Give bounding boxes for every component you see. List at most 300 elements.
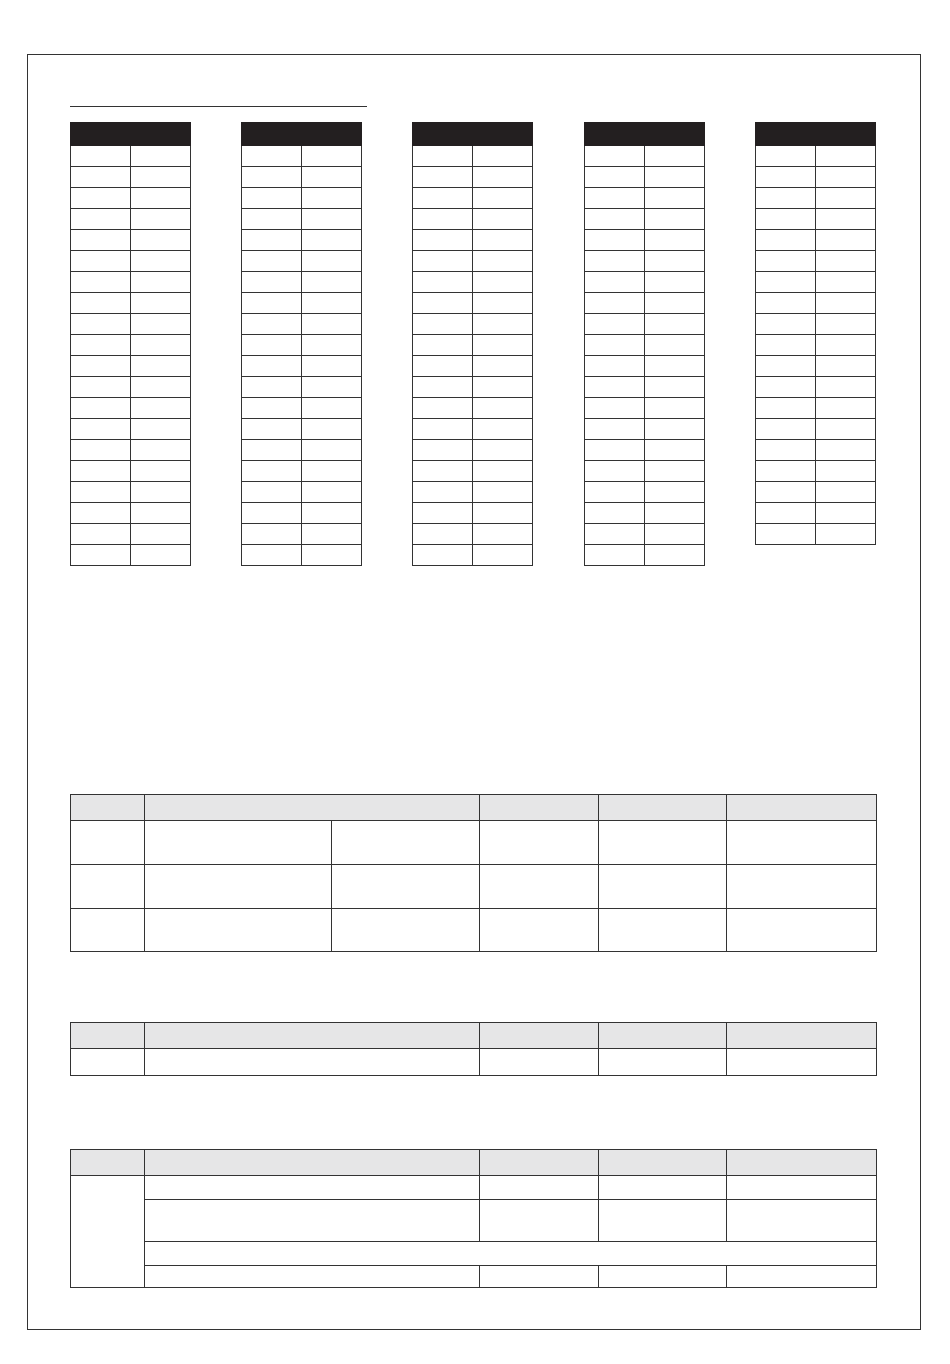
table-row [756, 314, 876, 335]
table-row [71, 503, 191, 524]
table-cell [473, 419, 533, 440]
table-cell [71, 146, 131, 167]
table-cell [816, 251, 876, 272]
table-row [71, 377, 191, 398]
table-row [71, 335, 191, 356]
table-cell [816, 167, 876, 188]
table-row [242, 524, 362, 545]
column-table-4 [584, 122, 705, 566]
table-cell [302, 524, 362, 545]
table-cell [71, 461, 131, 482]
table-cell [816, 524, 876, 545]
table-cell [816, 188, 876, 209]
table-cell [413, 335, 473, 356]
table-cell [71, 377, 131, 398]
table-cell [131, 167, 191, 188]
table-row [242, 398, 362, 419]
table-row [585, 440, 705, 461]
table-cell [645, 398, 705, 419]
table-cell [599, 865, 727, 909]
column-table-5 [755, 122, 876, 545]
table-row [71, 1266, 877, 1288]
table-cell [756, 293, 816, 314]
table-row [71, 230, 191, 251]
table-row [242, 356, 362, 377]
table-header-cell [71, 1150, 145, 1176]
table-row [242, 230, 362, 251]
table-row [71, 865, 877, 909]
column-table-2 [241, 122, 362, 566]
table-cell [242, 314, 302, 335]
table-header-cell [145, 1150, 480, 1176]
table-cell [585, 503, 645, 524]
table-cell [756, 167, 816, 188]
title-underline [70, 106, 367, 107]
column-table-body [756, 146, 876, 545]
table-cell [585, 188, 645, 209]
table-cell [599, 1266, 727, 1288]
table-cell [145, 909, 332, 952]
table-cell [756, 209, 816, 230]
table-cell [302, 146, 362, 167]
table-cell [816, 335, 876, 356]
table-cell [242, 461, 302, 482]
table-cell [480, 1200, 599, 1242]
table-cell [71, 524, 131, 545]
table-row [71, 909, 877, 952]
table-cell [756, 524, 816, 545]
table-cell [599, 1049, 727, 1076]
table-row [756, 335, 876, 356]
table-cell [71, 865, 145, 909]
column-table-heading [756, 123, 876, 146]
table-row [756, 188, 876, 209]
table-cell [131, 461, 191, 482]
table-cell [413, 419, 473, 440]
table-cell [585, 419, 645, 440]
table-cell [756, 440, 816, 461]
table-cell [131, 356, 191, 377]
table-cell [131, 398, 191, 419]
table-cell [302, 356, 362, 377]
table-cell [645, 440, 705, 461]
table-cell [585, 440, 645, 461]
table-row [756, 419, 876, 440]
table-cell [242, 419, 302, 440]
table-row [413, 272, 533, 293]
table-cell [131, 272, 191, 293]
table-cell [131, 545, 191, 566]
table-cell [413, 377, 473, 398]
table-cell [413, 251, 473, 272]
table-cell [302, 335, 362, 356]
table-cell [645, 230, 705, 251]
table-cell [645, 167, 705, 188]
table-row [413, 251, 533, 272]
summary-table-3 [70, 1149, 877, 1288]
table-row [71, 209, 191, 230]
table-cell [413, 440, 473, 461]
table-row [413, 524, 533, 545]
table-cell [756, 314, 816, 335]
table-header-cell [145, 1023, 480, 1049]
table-row [585, 377, 705, 398]
table-header-cell [599, 795, 727, 821]
table-cell [242, 440, 302, 461]
table-row [71, 167, 191, 188]
table-cell [413, 356, 473, 377]
table-cell [242, 188, 302, 209]
table-header-cell [480, 795, 599, 821]
table-cell [645, 272, 705, 293]
table-cell [816, 398, 876, 419]
table-cell [145, 1200, 480, 1242]
table-row [585, 251, 705, 272]
table-row [71, 1049, 877, 1076]
table-cell [71, 821, 145, 865]
table-cell [756, 461, 816, 482]
table-cell [131, 482, 191, 503]
table-cell [302, 377, 362, 398]
table-row [242, 461, 362, 482]
table-cell [473, 293, 533, 314]
table-cell [332, 865, 480, 909]
column-table-heading [242, 123, 362, 146]
table-row [242, 335, 362, 356]
summary-table-1 [70, 794, 877, 952]
table-row [413, 482, 533, 503]
table-cell [645, 545, 705, 566]
table-row [756, 230, 876, 251]
table-row [71, 398, 191, 419]
table-cell [131, 293, 191, 314]
table-row [242, 209, 362, 230]
table-cell [585, 398, 645, 419]
table-cell [756, 146, 816, 167]
table-row [242, 293, 362, 314]
table-row [71, 524, 191, 545]
table-cell [480, 821, 599, 865]
table-row [413, 293, 533, 314]
table-cell [645, 356, 705, 377]
table-cell [413, 482, 473, 503]
table-cell [413, 545, 473, 566]
table-row [585, 545, 705, 566]
table-cell [585, 230, 645, 251]
column-table-body [413, 146, 533, 566]
table-cell [71, 545, 131, 566]
table-row [242, 503, 362, 524]
table-cell [302, 209, 362, 230]
table-cell [480, 909, 599, 952]
table-cell [585, 167, 645, 188]
table-cell [131, 440, 191, 461]
table-cell [756, 398, 816, 419]
table-cell [585, 545, 645, 566]
table-cell [145, 1049, 480, 1076]
table-cell [599, 821, 727, 865]
table-cell [242, 377, 302, 398]
table-cell [413, 293, 473, 314]
table-cell [756, 335, 816, 356]
table-cell [302, 461, 362, 482]
table-cell [585, 251, 645, 272]
table-cell [242, 482, 302, 503]
table-row [71, 293, 191, 314]
table-cell [302, 251, 362, 272]
table-cell [816, 461, 876, 482]
table-cell [585, 377, 645, 398]
table-cell [332, 909, 480, 952]
table-row [71, 440, 191, 461]
table-cell [473, 272, 533, 293]
table-row [71, 272, 191, 293]
column-table-body [242, 146, 362, 566]
table-cell [816, 230, 876, 251]
table-header-cell [145, 795, 480, 821]
table-row [756, 167, 876, 188]
table-row [413, 314, 533, 335]
table-cell [145, 1176, 480, 1200]
table-cell [145, 821, 332, 865]
table-cell [242, 167, 302, 188]
table-cell [473, 461, 533, 482]
table-row [242, 146, 362, 167]
table-cell [71, 272, 131, 293]
table-cell [756, 419, 816, 440]
table-cell [413, 146, 473, 167]
table-row [585, 356, 705, 377]
table-cell [302, 503, 362, 524]
table-cell [242, 545, 302, 566]
table-row [71, 1200, 877, 1242]
table-row [585, 272, 705, 293]
table-cell [585, 314, 645, 335]
table-cell [242, 230, 302, 251]
table-cell [645, 209, 705, 230]
table-row [585, 146, 705, 167]
table-cell [302, 167, 362, 188]
table-cell [302, 188, 362, 209]
table-cell [816, 503, 876, 524]
table-cell [473, 398, 533, 419]
summary-table-2 [70, 1022, 877, 1076]
table-row [585, 314, 705, 335]
table-row [413, 545, 533, 566]
table-cell [645, 293, 705, 314]
table-cell [473, 377, 533, 398]
column-table-heading [585, 123, 705, 146]
table-cell [585, 209, 645, 230]
table-cell [302, 230, 362, 251]
table-cell [131, 419, 191, 440]
table-cell [585, 356, 645, 377]
column-table-body [585, 146, 705, 566]
table-row [413, 167, 533, 188]
table-cell [645, 251, 705, 272]
table-row [413, 377, 533, 398]
table-cell [473, 440, 533, 461]
table-row [71, 1176, 877, 1200]
table-cell [816, 356, 876, 377]
table-row [413, 146, 533, 167]
table-row [242, 188, 362, 209]
table-cell [71, 440, 131, 461]
table-row [756, 146, 876, 167]
table-cell [727, 1176, 877, 1200]
table-cell [413, 314, 473, 335]
table-row [756, 293, 876, 314]
table-row [413, 209, 533, 230]
table-row [756, 209, 876, 230]
table-cell [131, 377, 191, 398]
table-cell [71, 251, 131, 272]
table-cell [473, 167, 533, 188]
table-header-cell [727, 1150, 877, 1176]
table-cell [473, 188, 533, 209]
table-row [413, 419, 533, 440]
table-row [585, 335, 705, 356]
table-cell [645, 419, 705, 440]
column-table-heading [71, 123, 191, 146]
table-cell [302, 545, 362, 566]
table-cell [242, 293, 302, 314]
table-row [756, 377, 876, 398]
table-row [585, 188, 705, 209]
table-cell [302, 398, 362, 419]
table-cell [71, 230, 131, 251]
table-cell [727, 865, 877, 909]
table-cell [473, 209, 533, 230]
table-header-cell [480, 1150, 599, 1176]
table-cell [242, 524, 302, 545]
table-cell [585, 461, 645, 482]
table-cell [473, 335, 533, 356]
column-table-heading [413, 123, 533, 146]
table-cell [413, 188, 473, 209]
table-row [585, 398, 705, 419]
table-cell [473, 314, 533, 335]
table-header-cell [599, 1023, 727, 1049]
column-table-1 [70, 122, 191, 566]
table-cell [332, 821, 480, 865]
table-cell [585, 272, 645, 293]
table-cell [816, 440, 876, 461]
table-cell [480, 865, 599, 909]
table-cell [816, 146, 876, 167]
table-cell [71, 909, 145, 952]
table-row [413, 503, 533, 524]
table-cell [756, 356, 816, 377]
table-cell [71, 293, 131, 314]
column-table-body [71, 146, 191, 566]
table-row [242, 377, 362, 398]
table-cell [242, 335, 302, 356]
table-cell [413, 230, 473, 251]
table-row [756, 524, 876, 545]
table-row [756, 398, 876, 419]
table-cell [473, 230, 533, 251]
table-cell [473, 146, 533, 167]
table-cell [816, 272, 876, 293]
table-cell [71, 335, 131, 356]
table-cell [71, 188, 131, 209]
table-cell [413, 461, 473, 482]
table-cell [585, 293, 645, 314]
table-header-cell [727, 795, 877, 821]
table-cell [756, 230, 816, 251]
table-cell [413, 398, 473, 419]
table-cell [816, 377, 876, 398]
table-header-cell [71, 795, 145, 821]
table-row [242, 545, 362, 566]
table-cell [131, 251, 191, 272]
table-cell [816, 314, 876, 335]
table-cell [242, 272, 302, 293]
table-row [71, 146, 191, 167]
table-row [413, 398, 533, 419]
table-cell [727, 1049, 877, 1076]
table-cell [145, 1266, 480, 1288]
table-row [585, 209, 705, 230]
table-cell [131, 503, 191, 524]
table-row [71, 188, 191, 209]
table-cell [645, 524, 705, 545]
table-cell [302, 272, 362, 293]
table-row [413, 461, 533, 482]
table-cell [242, 251, 302, 272]
table-cell [145, 865, 332, 909]
table-cell [756, 272, 816, 293]
table-row [585, 419, 705, 440]
table-row [756, 272, 876, 293]
table-row [756, 356, 876, 377]
table-cell [131, 230, 191, 251]
table-cell [585, 335, 645, 356]
table-cell [242, 503, 302, 524]
table-cell [645, 314, 705, 335]
table-row [413, 356, 533, 377]
table-cell [413, 524, 473, 545]
table-row [413, 188, 533, 209]
table-cell [413, 272, 473, 293]
table-cell [71, 167, 131, 188]
table-row [413, 440, 533, 461]
table-row [71, 356, 191, 377]
table-cell [585, 482, 645, 503]
table-cell [645, 503, 705, 524]
table-cell [480, 1176, 599, 1200]
table-header-cell [71, 1023, 145, 1049]
column-table-3 [412, 122, 533, 566]
table-cell [131, 188, 191, 209]
table-row [413, 335, 533, 356]
table-row [71, 461, 191, 482]
table-cell [71, 398, 131, 419]
table-cell [727, 1200, 877, 1242]
table-header-cell [599, 1150, 727, 1176]
table-cell [145, 1242, 877, 1266]
table-cell [71, 314, 131, 335]
table-cell [302, 419, 362, 440]
table-row [242, 272, 362, 293]
table-cell [473, 545, 533, 566]
table-row [242, 251, 362, 272]
table-row [242, 167, 362, 188]
table-cell [585, 146, 645, 167]
table-row [71, 1242, 877, 1266]
table-row [756, 461, 876, 482]
